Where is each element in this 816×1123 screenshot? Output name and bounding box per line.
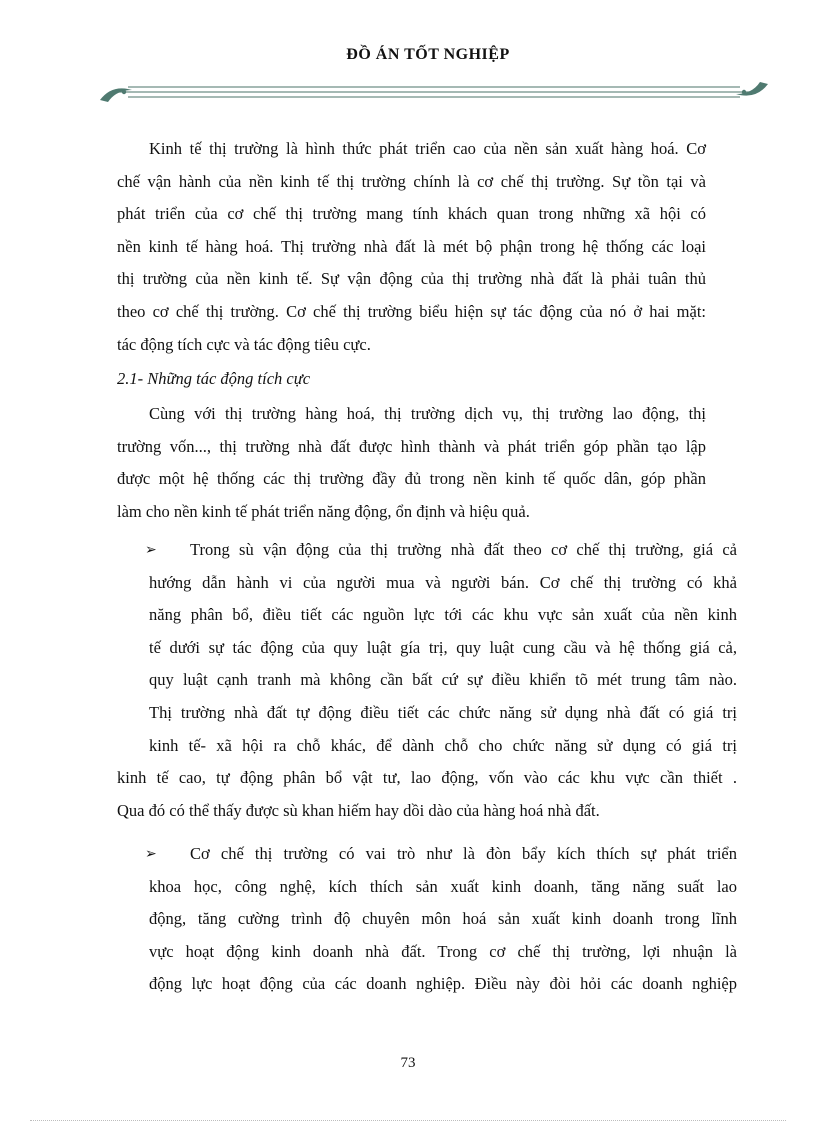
- bullet-paragraph-2: [117, 838, 737, 1001]
- paragraph-line: Qua đó có thể thấy được sù khan hiếm hay dồi dào của hàng hoá nhà đất.: [117, 800, 600, 820]
- paragraph-line: Kinh tế thị trường là hình thức phát triển cao của nền sản xuất hàng hoá. Cơ: [149, 139, 706, 158]
- paragraph-line: kinh tế- xã hội ra chỗ khác, để dành chỗ cho chức năng sử dụng có giá trị: [149, 735, 737, 755]
- paragraph-line: Cùng với thị trường hàng hoá, thị trường dịch vụ, thị trường lao động, thị: [149, 404, 706, 423]
- paragraph-line: phát triển của cơ chế thị trường mang tính khách quan trong những xã hội có: [117, 204, 706, 224]
- paragraph-line: năng phân bổ, điều tiết các nguồn lực tới các khu vực sản xuất của nền kinh: [149, 605, 737, 625]
- paragraph-line: trường vốn..., thị trường nhà đất được hình thành và phát triển góp phần tạo lập: [117, 436, 706, 456]
- bottom-divider: [30, 1120, 786, 1121]
- header-ornament: [98, 78, 770, 106]
- paragraph-line: quy luật cạnh tranh mà không cần bất cứ sự điều khiển tõ mét trung tâm nào.: [149, 670, 737, 690]
- section-intro-paragraph: [117, 398, 706, 528]
- bullet-paragraph-1: [117, 534, 737, 827]
- paragraph-line: được một hệ thống các thị trường đầy đủ trong nền kinh tế quốc dân, góp phần: [117, 469, 706, 489]
- paragraph-line: hướng dẫn hành vi của người mua và người bán. Cơ chế thị trường có khả: [149, 572, 737, 592]
- paragraph-line: Cơ chế thị trường có vai trò như là đòn bẩy kích thích sự phát triển: [190, 844, 737, 863]
- paragraph-line: làm cho nền kinh tế phát triển năng động, ổn định và hiệu quả.: [117, 501, 530, 521]
- paragraph-line: vực hoạt động kinh doanh nhà đất. Trong cơ chế thị trường, lợi nhuận là: [149, 941, 737, 961]
- bullet-arrow-icon: ➢: [145, 543, 157, 558]
- paragraph-line: kinh tế cao, tự động phân bổ vật tư, lao động, vốn vào các khu vực cần thiết .: [117, 768, 737, 788]
- paragraph-line: thị trường của nền kinh tế. Sự vận động của thị trường nhà đất là phải tuân thủ: [117, 269, 706, 289]
- page-header-title: ĐỒ ÁN TỐT NGHIỆP: [346, 46, 510, 63]
- paragraph-line: động lực hoạt động của các doanh nghiệp. Điều này đòi hỏi các doanh nghiệp: [149, 974, 737, 994]
- section-heading: 2.1- Những tác động tích cực: [117, 369, 311, 388]
- paragraph-line: Thị trường nhà đất tự động điều tiết các chức năng sử dụng nhà đất có giá trị: [149, 702, 737, 722]
- paragraph-line: động, tăng cường trình độ chuyên môn hoá sản xuất kinh doanh trong lĩnh: [149, 909, 737, 929]
- paragraph-line: theo cơ chế thị trường. Cơ chế thị trường biểu hiện sự tác động của nó ở hai mặt:: [117, 301, 706, 321]
- paragraph-line: chế vận hành của nền kinh tế thị trường chính là cơ chế thị trường. Sự tồn tại và: [117, 171, 706, 191]
- paragraph-line: tế dưới sự tác động của quy luật gía trị, quy luật cung cầu và hệ thống giá cả,: [149, 637, 737, 657]
- paragraph-line: Trong sù vận động của thị trường nhà đất theo cơ chế thị trường, giá cả: [190, 540, 737, 559]
- paragraph-line: nền kinh tế hàng hoá. Thị trường nhà đất là mét bộ phận trong hệ thống các loại: [117, 236, 706, 256]
- page-number: 73: [400, 1055, 416, 1071]
- bullet-arrow-icon: ➢: [145, 847, 157, 862]
- paragraph-line: khoa học, công nghệ, kích thích sản xuất kinh doanh, tăng năng suất lao: [149, 876, 737, 896]
- paragraph-line: tác động tích cực và tác động tiêu cực.: [117, 334, 371, 354]
- intro-paragraph: [117, 133, 706, 361]
